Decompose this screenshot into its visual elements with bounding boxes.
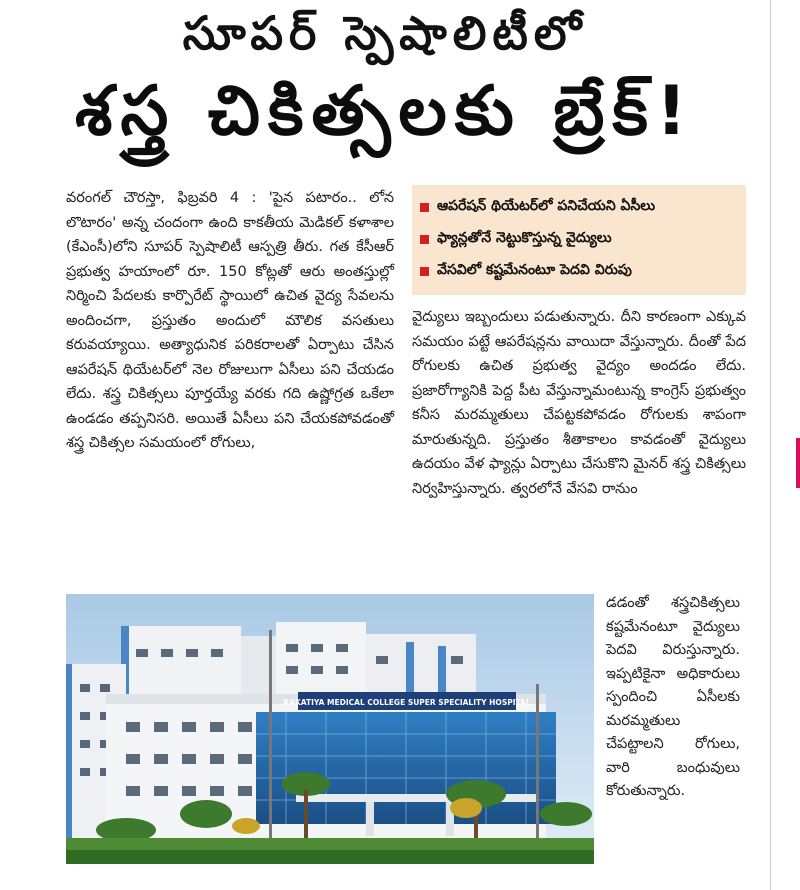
highlight-text: ఆపరేషన్ థియేటర్‌లో పనిచేయని ఏసీలు: [437, 197, 656, 214]
highlights-box: [412, 185, 746, 295]
building-sign: KAKATIYA MEDICAL COLLEGE SUPER SPECIALITY HOSPITAL: [283, 698, 531, 707]
square-bullet-icon: [420, 267, 429, 276]
hospital-photo: [66, 594, 594, 864]
article-left-column: [66, 186, 394, 456]
right-column-text: వైద్యులు ఇబ్బందులు పడుతున్నారు. దీని కారణంగా ఎక్కువ సమయం పట్టే ఆపరేషన్లను వాయిదా వేస్తున్నారు. దీంతో పేద రోగులకు ఉచిత ప్రభుత్వ వైద్యం అందడం లేదు. ప్రజారోగ్యానికి పెద్ద పీట వేస్తున్నామంటున్న కాంగ్రెస్ ప్రభుత్వం కనీస మరమ్మతులు చేపట్టకపోవడం రోగులకు శాపంగా మారుతున్నది. ప్రస్తుతం శీతాకాలం కావడంతో వైద్యులు ఉదయం వేళ ఫ్యాన్లు ఏర్పాటు చేసుకొని మైనర్ శస్త్ర చికిత్సలు నిర్వహిస్తున్నారు. త్వరలోనే వేసవి రానుం: [412, 309, 746, 497]
highlight-item: [420, 255, 738, 287]
left-column-text: వరంగల్ చౌరస్తా, ఫిబ్రవరి 4 : 'పైన పటారం.. లోన లొటారం' అన్న చందంగా ఉంది కాకతీయ మెడికల్ కళాశాల (కేఎంసీ)లోని సూపర్ స్పెషాలిటీ ఆస్పత్రి తీరు. గత కేసీఆర్ ప్రభుత్వ హయాంలో రూ. 150 కోట్లతో ఆరు అంతస్తుల్లో నిర్మించి పేదలకు కార్పొరేట్ స్థాయిలో ఉచిత వైద్య సేవలను అందించగా, ప్రస్తుతం అందులో మౌలిక వసతులు కరువయ్యాయి. అత్యాధునిక పరికరాలతో ఏర్పాటు చేసిన ఆపరేషన్ థియేటర్‌లో నెల రోజులుగా ఏసీలు పని చేయడం లేదు. శస్త్ర చికిత్సలు పూర్తయ్యే వరకు గది ఉష్ణోగ్రత ఒకేలా ఉండడం తప్పనిసరి. అయితే ఏసీలు పని చేయకపోవడంతో శస్త్ర చికిత్సల సమయంలో రోగులు,: [66, 190, 394, 451]
square-bullet-icon: [420, 203, 429, 212]
highlight-item: [420, 223, 738, 255]
headline-line-2: శస్త్ర చికిత్సలకు బ్రేక్!: [75, 72, 695, 151]
highlight-text: వేసవిలో కష్టమేనంటూ పెదవి విరుపు: [437, 261, 632, 278]
article-small-column: [606, 592, 740, 804]
square-bullet-icon: [420, 235, 429, 244]
column-divider: [770, 0, 771, 890]
side-color-mark: [796, 438, 800, 488]
small-column-text: డడంతో శస్త్రచికిత్సలు కష్టమేనంటూ వైద్యులు పెదవి విరుస్తున్నారు. ఇప్పటికైనా అధికారులు స్పందించి ఏసీలకు మరమ్మతులు చేపట్టాలని రోగులు, వారి బంధువులు కోరుతున్నారు.: [606, 595, 740, 799]
article-right-column: [412, 305, 746, 501]
hospital-building-illustration: [66, 594, 594, 864]
headline-line-1: సూపర్ స్పెషాలిటీలో: [182, 6, 588, 60]
highlight-text: ఫ్యాన్లతోనే నెట్టుకొస్తున్న వైద్యులు: [437, 229, 612, 246]
highlight-item: [420, 191, 738, 223]
